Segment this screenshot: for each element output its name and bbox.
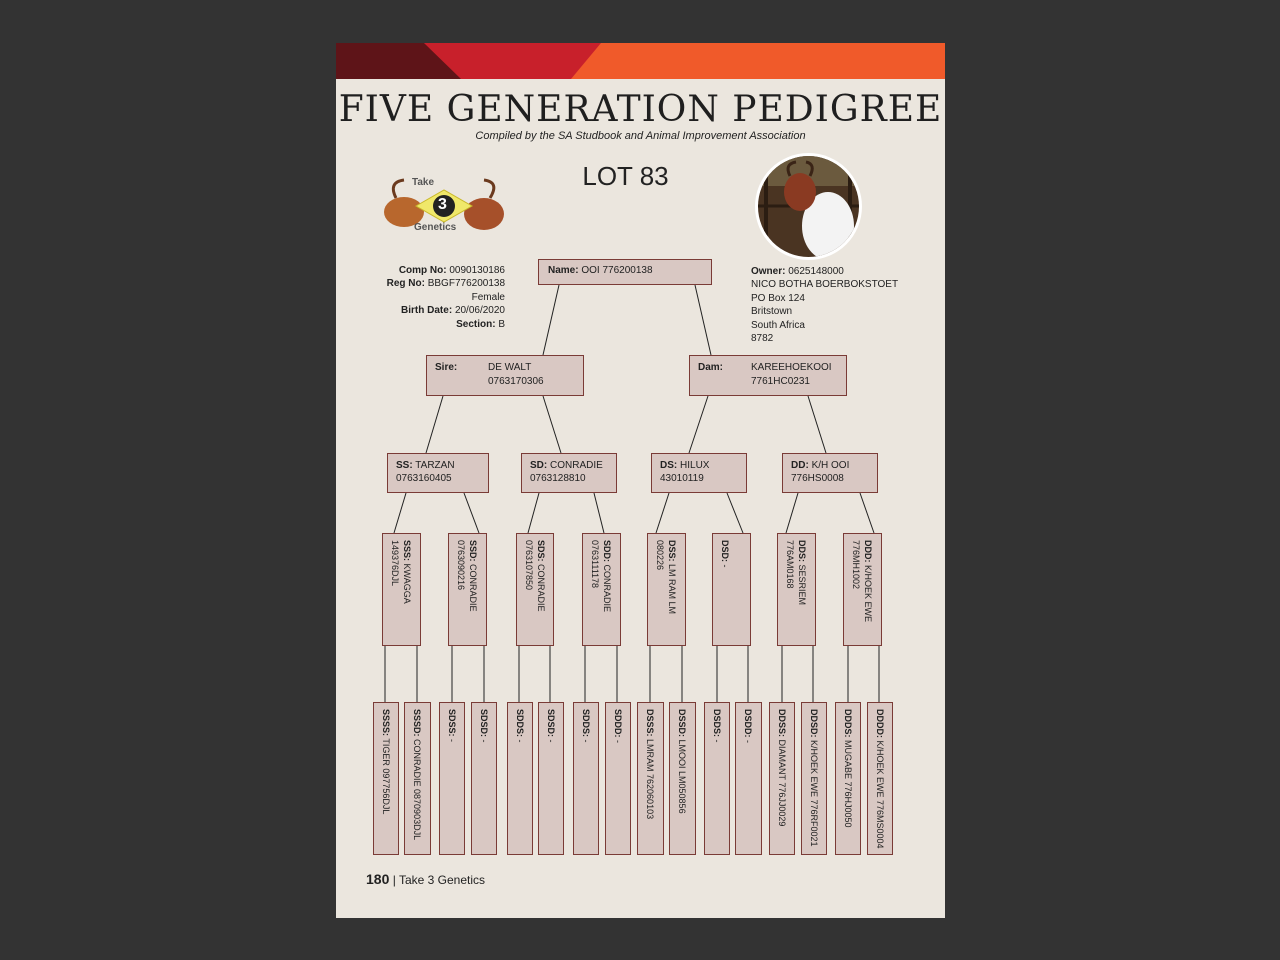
ggp-reg: 149376DJL [390, 540, 400, 587]
ggp-name: KWAGGA [402, 563, 412, 604]
grandparent-ss-box [387, 453, 489, 493]
gen5-box [439, 702, 465, 855]
sire-box [426, 355, 584, 396]
gen5-box [867, 702, 893, 855]
gen5-box [769, 702, 795, 855]
ggp-label: SDS: [536, 540, 546, 562]
gen5-value: - [515, 739, 525, 743]
gen5-label: SSSS: [381, 709, 391, 737]
owner-box: PO Box 124 [751, 292, 805, 304]
owner-row [751, 265, 941, 278]
gen5-value: CONRADIE 0870903DJL [412, 739, 422, 841]
ggp-reg: 0763111178 [590, 540, 600, 589]
ggp-label: SSS: [402, 540, 412, 562]
birth-date-row [356, 304, 505, 317]
ggp-label: DDS: [797, 540, 807, 562]
gen5-box [573, 702, 599, 855]
page-footer [366, 871, 485, 887]
section-value: B [498, 318, 505, 330]
ggp-name: CONRADIE [602, 564, 612, 613]
gen5-box [637, 702, 664, 855]
gen5-value: - [479, 739, 489, 743]
gen5-box [404, 702, 431, 855]
ggp-label: DSS: [667, 540, 677, 562]
gen5-box [507, 702, 533, 855]
ggp-reg: 776AM0168 [785, 540, 795, 589]
gen5-value: - [581, 739, 591, 743]
ggp-name: - [720, 564, 730, 568]
comp-no-label: Comp No: [398, 265, 447, 276]
gp-label: DD: [791, 460, 809, 471]
owner-name: NICO BOTHA BOERBOKSTOET [751, 279, 899, 291]
name-value: OOI 776200138 [581, 265, 653, 276]
great-grandparent-dsd-box [712, 533, 751, 646]
gp-reg: 776HS0008 [791, 473, 844, 484]
gen5-box [669, 702, 696, 855]
comp-no-value: 0090130186 [449, 265, 505, 276]
gen5-value: TIGER 097756DJL [381, 738, 391, 815]
gen5-box [605, 702, 631, 855]
gen5-value: DIAMANT 776JJ0029 [777, 739, 787, 827]
gen5-label: SDDD: [613, 709, 623, 738]
reg-no-value: BBGF776200138 [427, 278, 505, 290]
gp-name: CONRADIE [550, 460, 603, 471]
gen5-label: DSSD: [677, 709, 687, 738]
ggp-reg: 0763107850 [524, 540, 534, 591]
section-row [356, 318, 505, 331]
gen5-box [835, 702, 861, 855]
sex-value: Female [471, 291, 505, 303]
ggp-name: LM RAM LM [667, 564, 677, 615]
gen5-value: - [613, 740, 623, 744]
great-grandparent-dds-box [777, 533, 816, 646]
gen5-label: SDSD: [546, 709, 556, 738]
great-grandparent-sss-box [382, 533, 421, 646]
owner-country: South Africa [751, 319, 805, 331]
gen5-value: - [743, 740, 753, 744]
logo-number: 3 [438, 196, 447, 213]
gen5-box [735, 702, 762, 855]
gen5-value: K/HOEK EWE 776RF0021 [809, 740, 819, 847]
ggp-reg: 080226 [655, 540, 665, 571]
lot-number: LOT 83 [582, 161, 669, 191]
gp-label: SS: [396, 460, 413, 471]
owner-code: 8782 [751, 333, 774, 345]
grandparent-dd-box [782, 453, 878, 493]
ggp-label: DDD: [863, 540, 873, 563]
logo-bottom-text: Genetics [414, 222, 457, 233]
gen5-box [471, 702, 497, 855]
gp-reg: 43010119 [660, 473, 704, 484]
owner-town: Britstown [751, 306, 793, 318]
gp-reg: 0763128810 [530, 473, 586, 484]
reg-no-label: Reg No: [386, 278, 425, 290]
gen5-value: LMRAM 762060103 [645, 739, 655, 820]
sire-label: Sire: [435, 362, 458, 373]
gen5-box [801, 702, 827, 855]
gen5-value: - [712, 739, 722, 743]
owner-label: Owner: [751, 266, 786, 277]
grandparent-ds-box [651, 453, 747, 493]
animal-name-box [538, 259, 712, 285]
birth-date-value: 20/06/2020 [454, 305, 505, 317]
gen5-box [538, 702, 564, 855]
gen5-value: K/HOEK EWE 776MS0004 [875, 740, 885, 849]
gen5-label: DDSD: [809, 709, 819, 738]
gen5-label: SSSD: [412, 709, 422, 737]
animal-details [356, 264, 505, 331]
gp-name: HILUX [680, 460, 710, 471]
gen5-label: DDSS: [777, 709, 787, 738]
sire-name: DE WALT [488, 362, 532, 373]
footer-text: Take 3 Genetics [398, 873, 485, 887]
gp-label: DS: [660, 460, 678, 471]
ggp-label: SSD: [468, 540, 478, 562]
gen5-label: SDDS: [581, 709, 591, 738]
page-subtitle: Compiled by the SA Studbook and Animal Improvement Association [475, 130, 806, 142]
great-grandparent-sdd-box [582, 533, 621, 646]
grandparent-sd-box [521, 453, 617, 493]
gen5-box [373, 702, 399, 855]
gen5-value: - [546, 739, 556, 743]
dam-label: Dam: [698, 362, 724, 373]
dam-name: KAREEHOEKOOI [751, 362, 832, 373]
owner-details [751, 265, 941, 345]
pedigree-page [336, 43, 945, 918]
gen5-value: LMOOI LM050856 [677, 739, 687, 814]
ggp-name: CONRADIE [536, 564, 546, 612]
ggp-label: DSD: [720, 540, 730, 562]
gp-name: K/H OOI [811, 460, 850, 471]
gen5-label: DDDS: [843, 709, 853, 738]
great-grandparent-dss-box [647, 533, 686, 646]
gen5-label: DDDD: [875, 709, 885, 738]
ggp-name: CONRADIE [468, 564, 478, 612]
dam-box [689, 355, 847, 396]
gen5-label: DSDD: [743, 709, 753, 738]
gen5-label: SDDS: [515, 709, 525, 738]
sire-reg: 0763170306 [488, 376, 544, 387]
gen5-label: DSSS: [645, 709, 655, 737]
great-grandparent-ddd-box [843, 533, 882, 646]
birth-date-label: Birth Date: [401, 305, 453, 317]
gen5-value: - [447, 739, 457, 743]
ggp-reg: 776MH1002 [851, 540, 861, 590]
reg-no-row [356, 277, 505, 290]
name-label: Name: [548, 265, 579, 276]
ggp-reg: 0763090216 [456, 540, 466, 591]
dam-reg: 7761HC0231 [751, 376, 810, 387]
ggp-name: SESRIEM [797, 564, 807, 606]
ggp-name: K/HOEK EWE [863, 565, 873, 623]
great-grandparent-sds-box [516, 533, 554, 646]
gen5-box [704, 702, 730, 855]
page-number: 180 [366, 871, 390, 887]
gp-label: SD: [530, 460, 548, 471]
logo-top-text: Take [412, 177, 435, 188]
gen5-label: SDSS: [447, 709, 457, 737]
section-label: Section: [456, 318, 496, 330]
gp-reg: 0763160405 [396, 473, 452, 484]
gen5-value: MUGABE 776HJ0050 [843, 740, 853, 828]
page-title: FIVE GENERATION PEDIGREE [338, 89, 943, 130]
comp-no-row [356, 264, 505, 277]
ggp-label: SDD: [602, 540, 612, 562]
gen5-label: SDSD: [479, 709, 489, 738]
footer-separator: | [392, 873, 396, 887]
gp-name: TARZAN [415, 460, 455, 471]
great-grandparent-ssd-box [448, 533, 487, 646]
gen5-label: DSDS: [712, 709, 722, 738]
owner-phone: 0625148000 [788, 266, 844, 277]
